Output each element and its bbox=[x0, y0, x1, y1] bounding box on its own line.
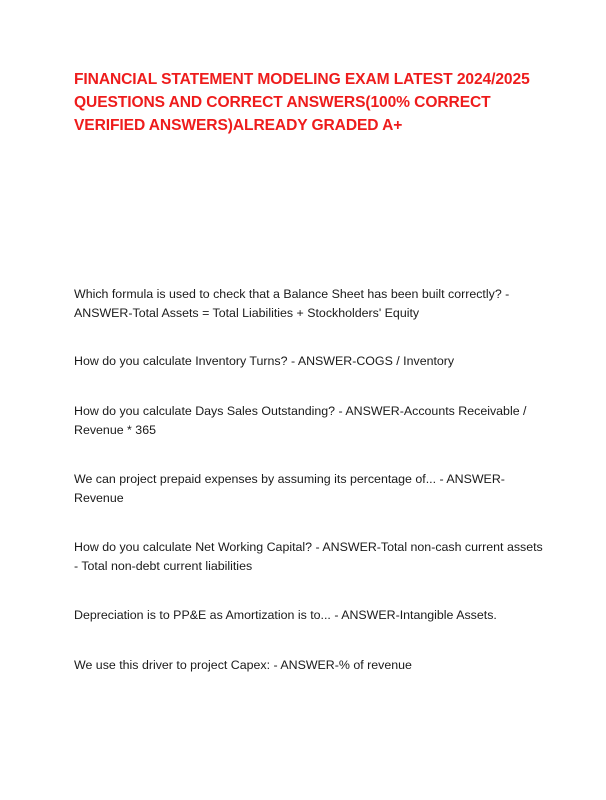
document-title: FINANCIAL STATEMENT MODELING EXAM LATEST 2024/2025 QUESTIONS AND CORRECT ANSWERS(100% CORRECT VERIFIED ANSWERS)ALREADY GRADED A+ bbox=[74, 71, 530, 134]
qa-item: How do you calculate Net Working Capital? - ANSWER-Total non-cash current assets - Total non-debt current liabilities bbox=[74, 540, 543, 573]
qa-item: We use this driver to project Capex: - ANSWER-% of revenue bbox=[74, 658, 412, 672]
qa-item: Which formula is used to check that a Balance Sheet has been built correctly? - ANSWER-Total Assets = Total Liabilities + Stockholders' Equity bbox=[74, 287, 510, 320]
qa-item: How do you calculate Days Sales Outstanding? - ANSWER-Accounts Receivable / Revenue * 365 bbox=[74, 404, 527, 437]
qa-item: How do you calculate Inventory Turns? - ANSWER-COGS / Inventory bbox=[74, 354, 455, 368]
qa-item: Depreciation is to PP&E as Amortization is to... - ANSWER-Intangible Assets. bbox=[74, 608, 497, 622]
qa-item: We can project prepaid expenses by assuming its percentage of... - ANSWER-Revenue bbox=[74, 472, 505, 505]
